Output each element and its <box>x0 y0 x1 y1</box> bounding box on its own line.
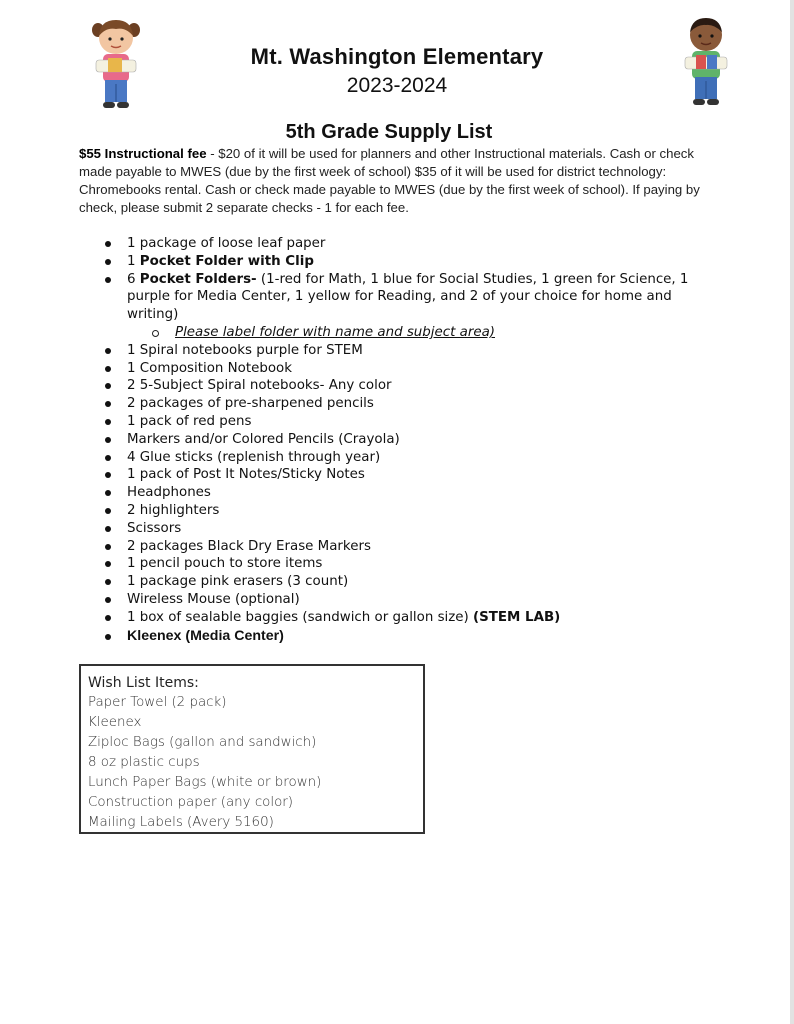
list-item-text: 6 <box>127 271 140 287</box>
list-item-text: 1 package pink erasers (3 count) <box>127 574 349 590</box>
list-item <box>79 377 719 395</box>
list-item-text: 1 package of loose leaf paper <box>127 236 326 251</box>
wish-list-box <box>79 664 425 834</box>
list-item-text: 1 <box>127 253 140 269</box>
wish-list-title: Wish List Items: <box>88 675 199 691</box>
page-edge <box>790 0 794 1024</box>
list-item <box>79 502 719 520</box>
list-item-text: 1 pack of Post It Notes/Sticky Notes <box>127 467 365 483</box>
list-item-text: 4 Glue sticks (replenish through year) <box>127 449 381 465</box>
list-item <box>79 591 719 609</box>
list-item-bold-text: Pocket Folders- <box>139 271 257 287</box>
wish-list <box>88 693 416 833</box>
supply-list <box>79 235 719 645</box>
list-item <box>79 484 719 502</box>
list-item <box>79 555 719 573</box>
list-item <box>79 342 719 360</box>
list-item-text: Scissors <box>127 520 182 536</box>
list-item <box>79 573 719 591</box>
list-item-text: 2 packages of pre-sharpened pencils <box>127 396 374 412</box>
list-item-bold-text: Pocket Folder with Clip <box>139 253 314 269</box>
list-item <box>79 609 719 627</box>
fee-amount-label: $55 Instructional fee <box>79 146 207 161</box>
list-item <box>79 449 719 467</box>
wish-list-item: Construction paper (any color) <box>88 795 294 810</box>
list-item-text: 2 5-Subject Spiral notebooks- Any color <box>127 378 392 394</box>
list-subitem-text: Please label folder with name and subject area) <box>175 324 495 340</box>
wish-list-item: Kleenex <box>88 715 142 730</box>
list-subitem <box>79 324 719 342</box>
fee-description: - $20 of it will be used for planners and other Instructional materials. Cash or check made payable to MWES (due by the first week of school) $35 of it will be used for district technology: Chromebooks rental. Cash or check made payable to MWES (due by the first week of school). If paying by check, please submit 2 separate checks - 1 for each fee. <box>79 146 700 215</box>
list-item <box>79 628 719 646</box>
list-item-text: Wireless Mouse (optional) <box>127 591 300 607</box>
list-item <box>79 253 719 271</box>
wish-list-item: Paper Towel (2 pack) <box>88 695 227 710</box>
wish-list-item: Mailing Labels (Avery 5160) <box>88 815 274 830</box>
list-item-text: (1-red for Math, 1 blue for Social Studies, 1 green for Science, 1 purple for Media Center, 1 yellow for Reading, and 2 of your choice for home and writing) <box>127 271 689 323</box>
wish-list-item: Lunch Paper Bags (white or brown) <box>88 775 322 790</box>
school-name: Mt. Washington Elementary <box>250 44 544 69</box>
list-item <box>79 520 719 538</box>
list-item <box>79 431 719 449</box>
supply-list-title: 5th Grade Supply List <box>285 121 493 143</box>
list-item-bold-text: (STEM LAB) <box>473 609 561 625</box>
list-item-text: 1 Spiral notebooks purple for STEM <box>127 342 363 358</box>
list-item-text: 1 Composition Notebook <box>127 360 292 376</box>
list-item-text: Markers and/or Colored Pencils (Crayola) <box>127 431 400 447</box>
list-item <box>79 395 719 413</box>
instructional-fee-paragraph <box>79 145 709 217</box>
list-item <box>79 538 719 556</box>
list-item <box>79 235 719 253</box>
list-item-text: 1 pack of red pens <box>127 413 252 429</box>
list-item-text: Kleenex (Media Center) <box>127 627 284 644</box>
list-item-text: 2 packages Black Dry Erase Markers <box>127 538 371 554</box>
wish-list-item: Ziploc Bags (gallon and sandwich) <box>88 735 317 750</box>
list-item-text: 1 pencil pouch to store items <box>127 556 323 572</box>
list-item <box>79 413 719 431</box>
list-item-text: 1 box of sealable baggies (sandwich or gallon size) <box>127 609 474 625</box>
list-item <box>79 271 719 324</box>
list-item <box>79 466 719 484</box>
school-year: 2023-2024 <box>346 74 448 97</box>
list-item-text: 2 highlighters <box>127 502 220 518</box>
wish-list-item: 8 oz plastic cups <box>88 755 200 770</box>
list-item-text: Headphones <box>127 485 211 501</box>
list-item <box>79 360 719 378</box>
